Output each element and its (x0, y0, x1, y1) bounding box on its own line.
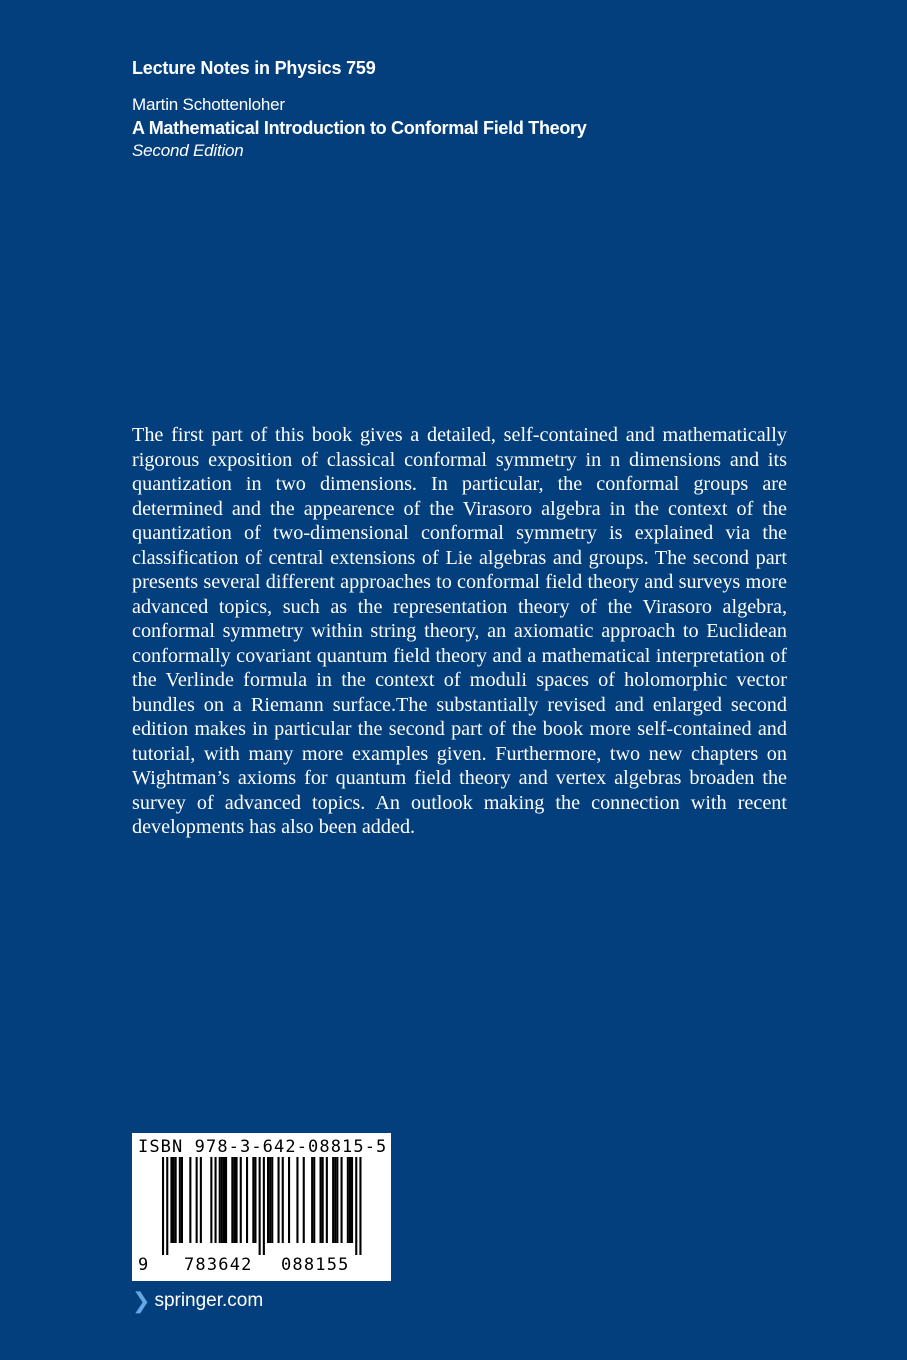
barcode-bar (271, 1157, 273, 1243)
barcode-bar (231, 1157, 233, 1243)
barcode-bar (166, 1157, 168, 1255)
barcode-bar (332, 1157, 334, 1243)
barcode-bar (215, 1157, 217, 1243)
barcode-bar (326, 1157, 328, 1243)
barcode-bar (341, 1157, 343, 1243)
barcode-bar (223, 1157, 225, 1243)
barcode-bar (173, 1157, 175, 1243)
barcode-bar (320, 1157, 322, 1243)
isbn-barcode (132, 1133, 391, 1281)
barcode-bar (221, 1157, 223, 1243)
barcode-bar (181, 1157, 183, 1243)
barcode-bar (355, 1157, 357, 1255)
isbn-label: ISBN 978-3-642-08815-5 (138, 1137, 388, 1157)
barcode-bar (162, 1157, 164, 1255)
barcode-bar (189, 1157, 191, 1243)
barcode-bar (288, 1157, 290, 1243)
barcode-bar (351, 1157, 353, 1243)
publisher-website[interactable] (132, 1288, 263, 1314)
barcode-bar (311, 1157, 313, 1243)
barcode-bar (175, 1157, 177, 1243)
barcode-bar (246, 1157, 248, 1243)
barcode-bar (200, 1157, 202, 1243)
barcode-lead-digit: 9 (138, 1255, 149, 1275)
book-title: A Mathematical Introduction to Conformal Field Theory (132, 118, 587, 138)
barcode-bar (359, 1157, 361, 1255)
barcode-bar (349, 1157, 351, 1243)
barcode-bar (296, 1157, 298, 1243)
barcode-bar (196, 1157, 198, 1243)
barcode-bar (303, 1157, 305, 1243)
barcode-bar (254, 1157, 256, 1243)
series-title: Lecture Notes in Physics 759 (132, 58, 376, 78)
barcode-bar (236, 1157, 238, 1243)
barcode-bar (269, 1157, 271, 1243)
barcode-bar (252, 1157, 254, 1243)
barcode-bar (259, 1157, 261, 1255)
barcode-bar (219, 1157, 221, 1243)
barcode-digits (132, 1255, 391, 1277)
barcode-bar (170, 1157, 172, 1243)
cover-header (132, 58, 792, 161)
barcode-bars (132, 1157, 391, 1257)
barcode-bar (179, 1157, 181, 1243)
barcode-bar (210, 1157, 212, 1243)
author-name: Martin Schottenloher (132, 95, 285, 114)
barcode-bar (233, 1157, 235, 1243)
barcode-bar (347, 1157, 349, 1243)
edition-label: Second Edition (132, 141, 244, 160)
barcode-bar (322, 1157, 324, 1243)
barcode-right-digits: 088155 (281, 1255, 350, 1275)
barcode-bar (282, 1157, 284, 1243)
website-url[interactable]: springer.com (154, 1290, 264, 1311)
barcode-bar (225, 1157, 227, 1243)
barcode-bar (313, 1157, 315, 1243)
chevron-right-icon: ❯ (132, 1288, 151, 1313)
barcode-bar (267, 1157, 269, 1243)
book-description: The first part of this book gives a detailed, self-contained and mathematically rigorous exposition of classical conformal symmetry in n dimensions and its quantization in two dimensions. In particular, the conformal groups are determined and the appearence of the Virasoro algebra in the context of the quantization of two-dimensional conformal symmetry is explained via the classification of central extensions of Lie algebras and groups. The second part presents several different approaches to conformal field theory and surveys more advanced topics, such as the representation theory of the Virasoro algebra, conformal symmetry within string theory, an axiomatic approach to Euclidean conformally covariant quantum field theory and a mathematical interpretation of the Verlinde formula in the context of moduli spaces of holomorphic vector bundles on a Riemann surface.The substantially revised and enlarged second edition makes in particular the second part of the book more self-contained and tutorial, with many more examples given. Furthermore, two new chapters on Wightman’s axioms for quantum field theory and vertex algebras broaden the survey of advanced topics. An outlook making the connection with recent developments has also been added. (132, 424, 787, 838)
barcode-bar (278, 1157, 280, 1243)
barcode-bar (263, 1157, 265, 1255)
barcode-bar (240, 1157, 242, 1243)
barcode-bar (336, 1157, 338, 1243)
barcode-left-digits: 783642 (184, 1255, 253, 1275)
barcode-bar (334, 1157, 336, 1243)
